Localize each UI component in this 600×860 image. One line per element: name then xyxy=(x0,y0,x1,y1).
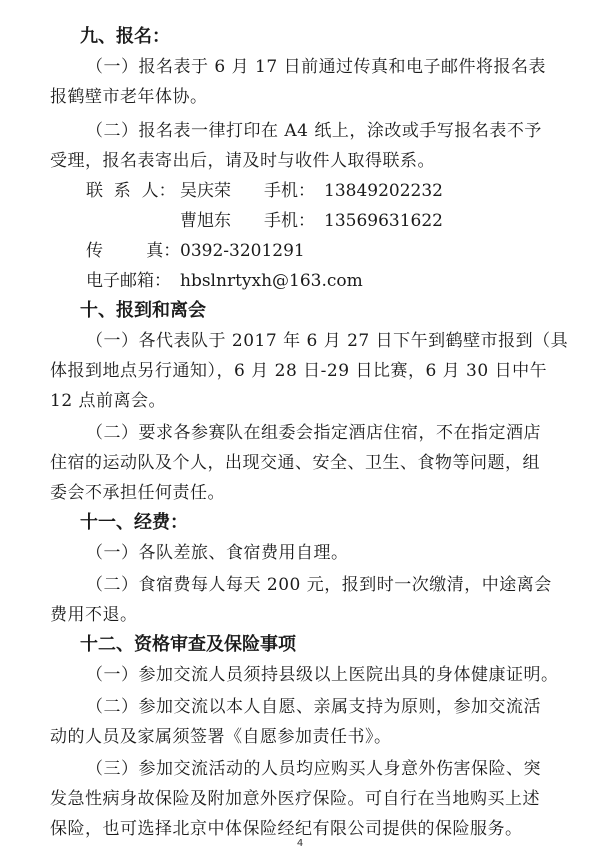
paragraph-line: （一）参加交流人员须持县级以上医院出具的身体健康证明。 xyxy=(86,665,559,685)
paragraph-line: （二）报名表一律打印在 A4 纸上，涂改或手写报名表不予 xyxy=(86,121,542,141)
section-heading-expenses: 十一、经费： xyxy=(80,512,188,533)
paragraph-line: 费用不退。 xyxy=(50,605,138,625)
email-label: 电子邮箱： xyxy=(86,271,171,291)
paragraph-line: 保险，也可选择北京中体保险经纪有限公司提供的保险服务。 xyxy=(50,819,523,839)
paragraph-line: 委会不承担任何责任。 xyxy=(50,483,225,503)
fax-label: 传 真： xyxy=(86,241,181,261)
page-number: 4 xyxy=(296,838,304,849)
paragraph-line: （一）各队差旅、食宿费用自理。 xyxy=(86,543,349,563)
contact-phone: 13849202232 xyxy=(324,181,443,201)
paragraph-line: （一）各代表队于 2017 年 6 月 27 日下午到鹤壁市报到（具 xyxy=(86,331,569,351)
contact-phone-label: 手机： xyxy=(264,181,315,201)
paragraph-line: （一）报名表于 6 月 17 日前通过传真和电子邮件将报名表 xyxy=(86,57,547,77)
contact-name: 吴庆荣 xyxy=(180,181,231,201)
fax-number: 0392-3201291 xyxy=(180,241,305,261)
contact-name: 曹旭东 xyxy=(180,211,231,231)
paragraph-line: 报鹤壁市老年体协。 xyxy=(50,87,208,107)
paragraph-line: 12 点前离会。 xyxy=(50,391,167,411)
contact-phone: 13569631622 xyxy=(324,211,443,231)
contact-label: 联 系 人： xyxy=(86,181,176,201)
paragraph-line: （二）要求各参赛队在组委会指定酒店住宿，不在指定酒店 xyxy=(86,423,541,443)
email-address: hbslnrtyxh@163.com xyxy=(180,271,363,291)
paragraph-line: 体报到地点另行通知），6 月 28 日-29 日比赛，6 月 30 日中午 xyxy=(50,361,548,381)
contact-phone-label: 手机： xyxy=(264,211,315,231)
section-heading-registration: 九、报名： xyxy=(80,26,170,47)
paragraph-line: 受理，报名表寄出后，请及时与收件人取得联系。 xyxy=(50,151,435,171)
paragraph-line: 住宿的运动队及个人，出现交通、安全、卫生、食物等问题，组 xyxy=(50,453,540,473)
paragraph-line: 动的人员及家属须签署《自愿参加责任书》。 xyxy=(50,727,392,747)
paragraph-line: （二）参加交流以本人自愿、亲属支持为原则，参加交流活 xyxy=(86,697,541,717)
paragraph-line: 发急性病身故保险及附加意外医疗保险。可自行在当地购买上述 xyxy=(50,789,540,809)
paragraph-line: （二）食宿费每人每天 200 元，报到时一次缴清，中途离会 xyxy=(86,575,552,595)
section-heading-arrival: 十、报到和离会 xyxy=(80,300,206,321)
paragraph-line: （三）参加交流活动的人员均应购买人身意外伤害保险、突 xyxy=(86,759,541,779)
section-heading-qualification-insurance: 十二、资格审查及保险事项 xyxy=(80,634,296,655)
